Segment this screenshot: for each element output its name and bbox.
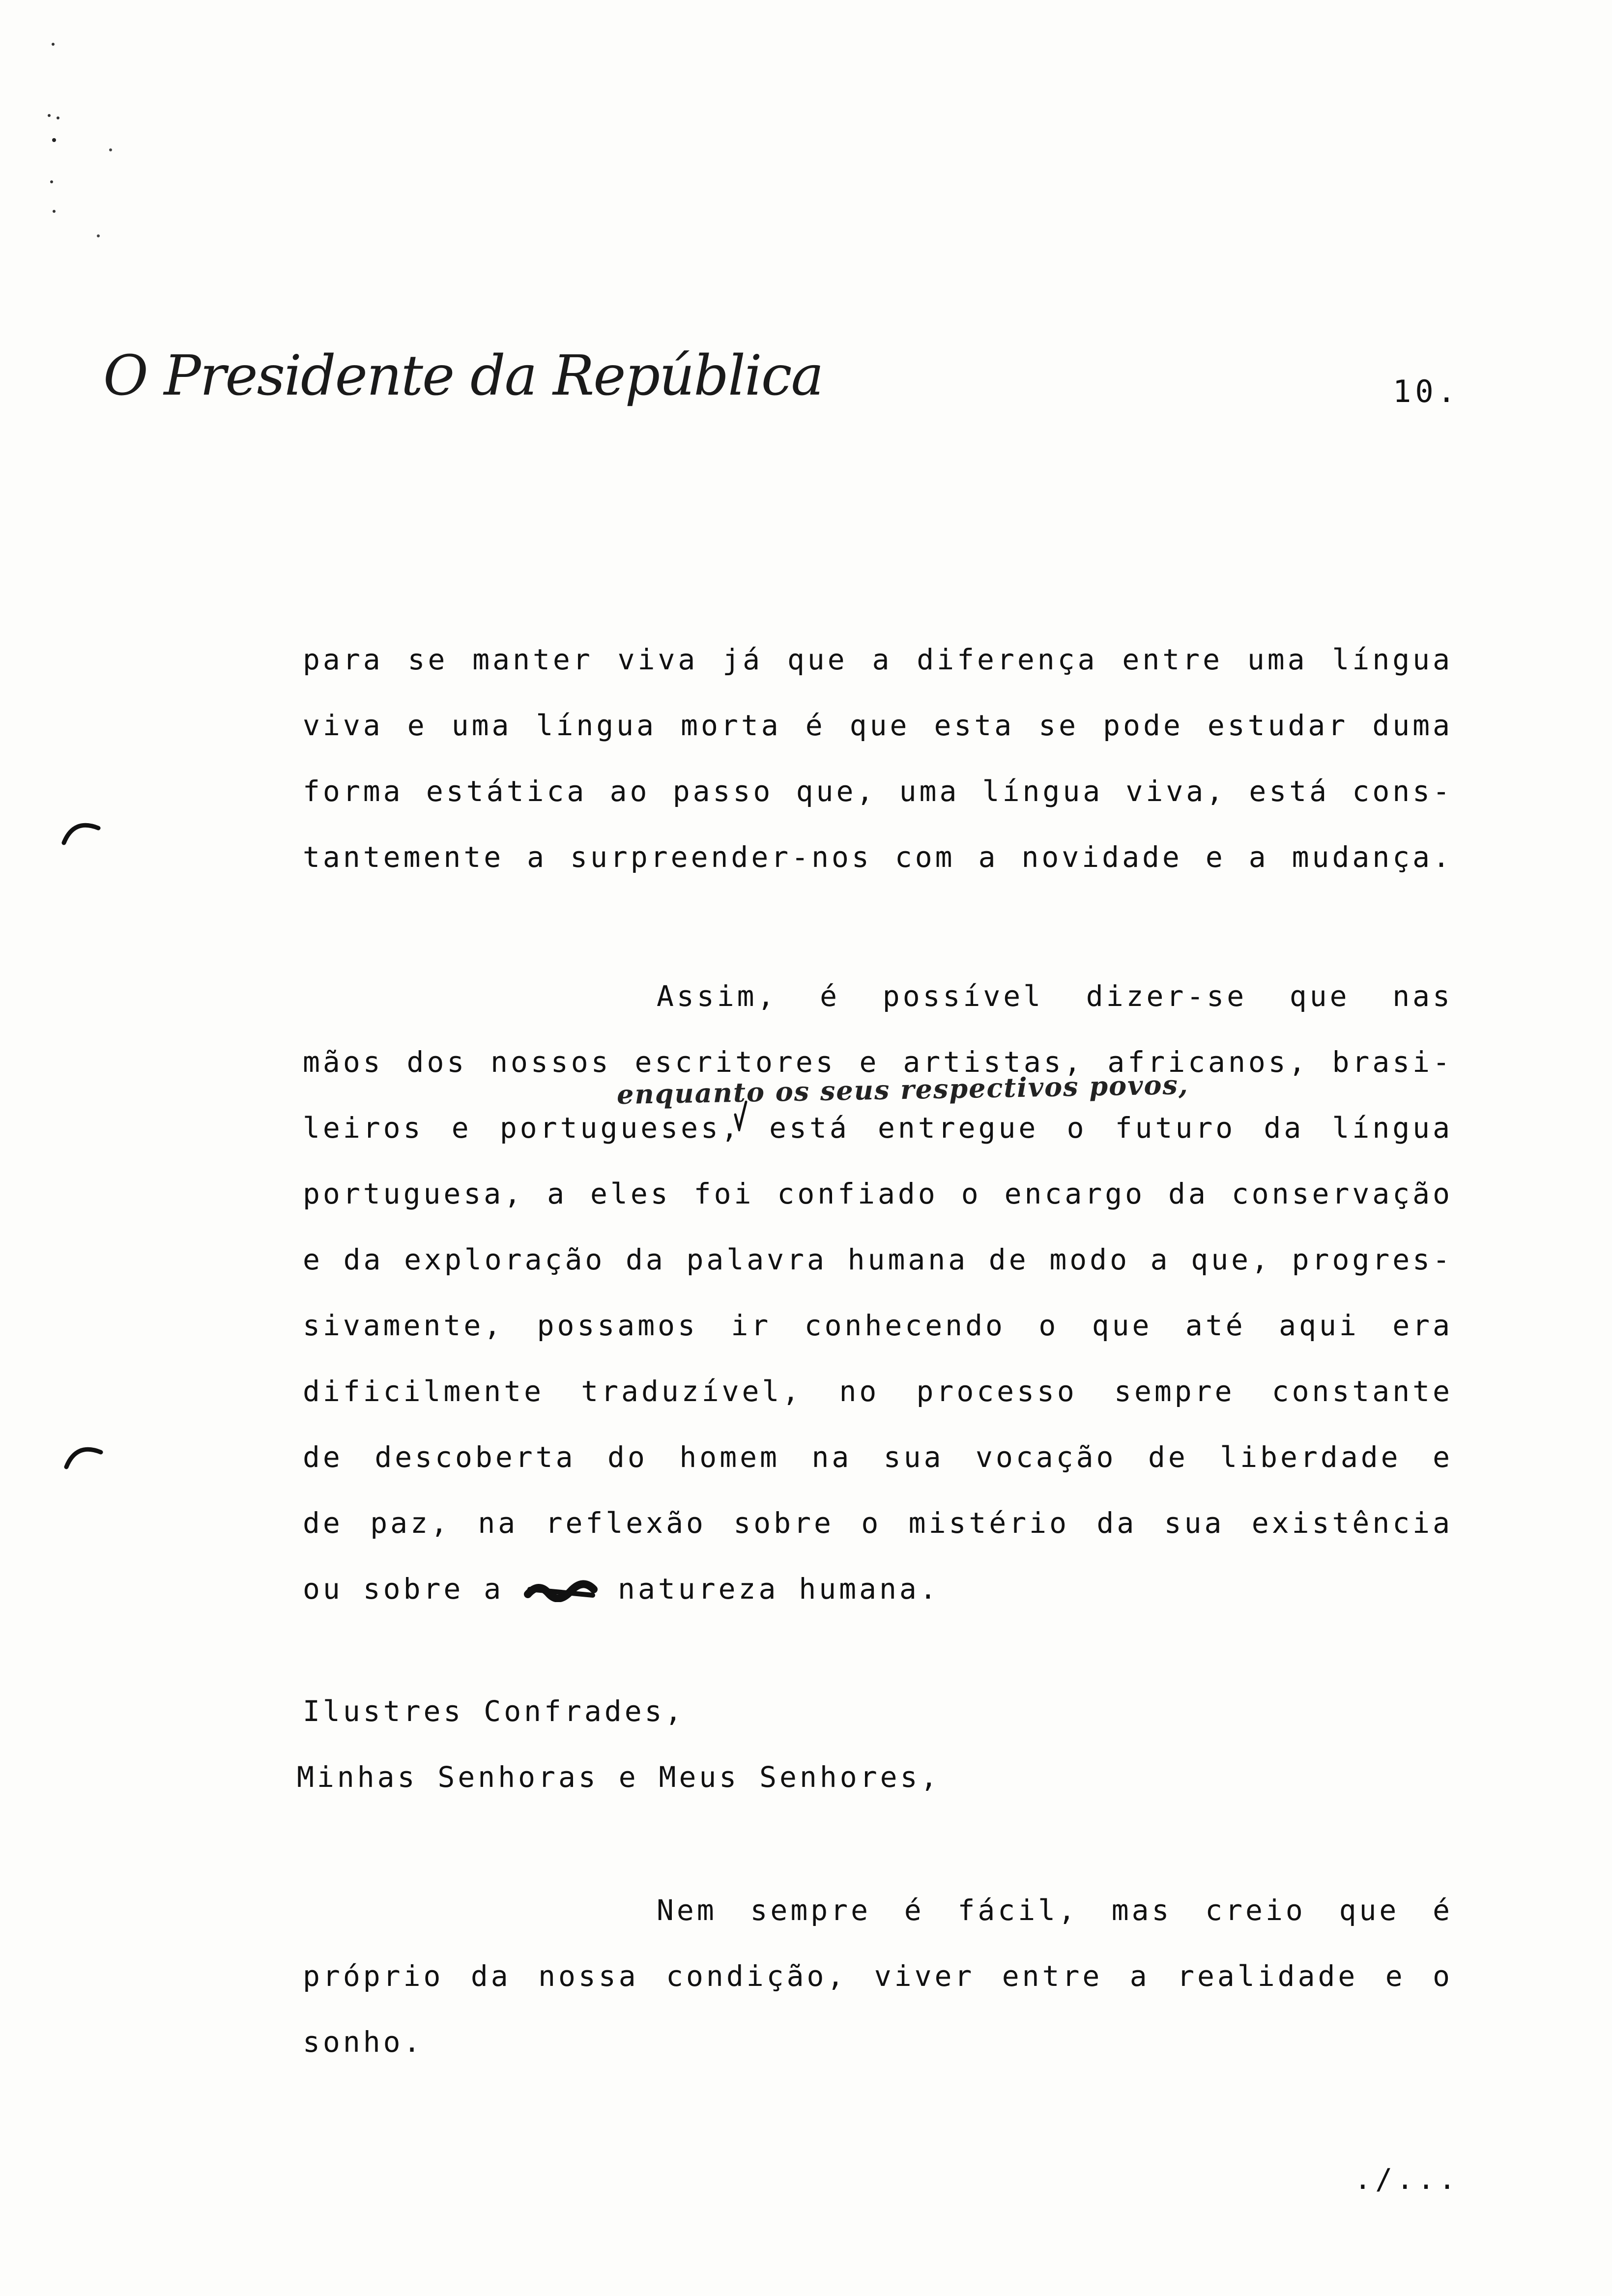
text-line: sonho. <box>303 2025 424 2059</box>
insertion-caret-icon <box>733 1100 748 1131</box>
text-line: para se manter viva já que a diferença entre uma língua <box>303 643 1453 676</box>
salutation-line-1: Ilustres Confrades, <box>303 1694 685 1728</box>
text-line: forma estática ao passo que, uma língua viva, está cons- <box>303 775 1453 808</box>
text-line: tantemente a surpreender-nos com a novidade e a mudança. <box>303 840 1453 874</box>
text-line: de paz, na reflexão sobre o mistério da sua existência <box>303 1506 1453 1540</box>
text-line: sivamente, possamos ir conhecendo o que até aqui era <box>303 1309 1453 1342</box>
text-line: e da exploração da palavra humana de modo a que, progres- <box>303 1243 1453 1276</box>
punch-hole-mark <box>61 1440 106 1469</box>
text-line: portuguesa, a eles foi confiado o encargo da conservação <box>303 1177 1453 1210</box>
salutation <box>297 1678 941 1810</box>
text-line: leiros e portugueses, está entregue o futuro da língua <box>303 1111 1453 1145</box>
text-fragment: ou sobre a <box>303 1572 504 1606</box>
punch-hole-mark <box>59 816 103 845</box>
struck-out-word <box>524 1579 598 1602</box>
page-number: 10. <box>1393 373 1460 409</box>
salutation-line-2: Minhas Senhoras e Meus Senhores, <box>297 1760 941 1794</box>
text-fragment: natureza humana. <box>618 1572 940 1606</box>
text-line: Nem sempre é fácil, mas creio que é <box>657 1894 1453 1927</box>
paragraph-2 <box>303 963 1453 1622</box>
paragraph-3 <box>303 1877 1453 2075</box>
text-line: viva e uma língua morta é que esta se pode estudar duma <box>303 709 1453 742</box>
continuation-mark: ./... <box>1354 2162 1460 2196</box>
text-line: dificilmente traduzível, no processo sempre constante <box>303 1375 1453 1408</box>
text-line: de descoberta do homem na sua vocação de liberdade e <box>303 1440 1453 1474</box>
text-line <box>303 1556 1453 1622</box>
text-line: Assim, é possível dizer-se que nas <box>657 979 1453 1013</box>
handwritten-insertion: enquanto os seus respectivos povos, <box>616 1068 1189 1111</box>
paragraph-1 <box>303 627 1453 890</box>
scan-specks <box>29 29 128 256</box>
text-line: próprio da nossa condição, viver entre a realidade e o <box>303 1959 1453 1993</box>
letterhead-title: O Presidente da República <box>103 344 823 408</box>
text-line: mãos dos nossos escritores e artistas, africanos, brasi- <box>303 1045 1453 1079</box>
